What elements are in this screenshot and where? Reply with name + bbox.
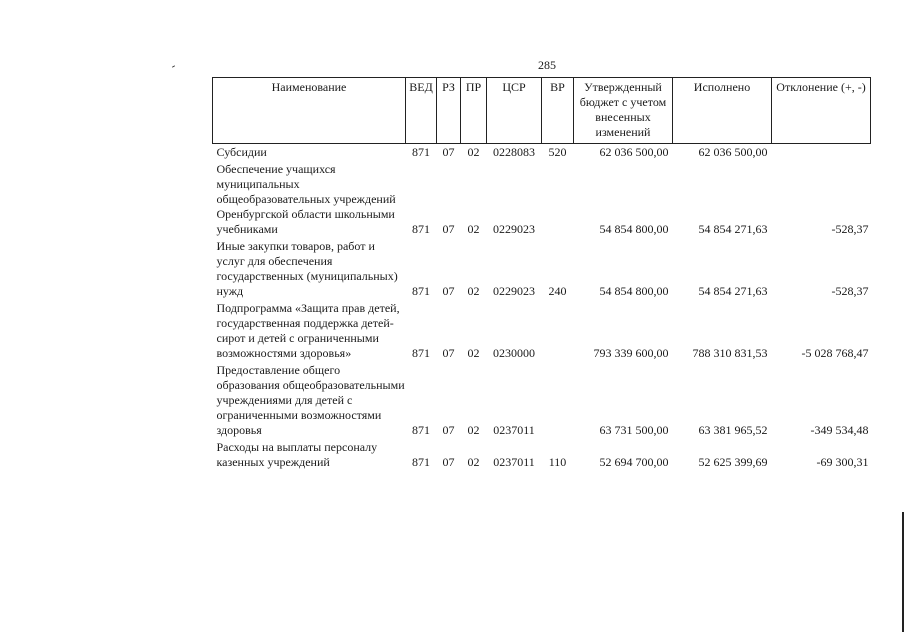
row-executed: 63 381 965,52 [698, 423, 768, 437]
row-name: Расходы на выплаты персоналу казенных учреждений [216, 440, 378, 469]
row-vr: 520 [548, 145, 567, 159]
table-row [213, 162, 871, 239]
row-ved: 871 [412, 455, 430, 469]
row-rz: 07 [442, 423, 455, 437]
row-deviation: -349 534,48 [810, 423, 869, 437]
row-executed: 54 854 271,63 [698, 284, 768, 298]
header-deviation: Отклонение (+, -) [772, 78, 871, 144]
row-vr [542, 363, 574, 440]
row-approved: 62 036 500,00 [599, 145, 669, 159]
header-pr: ПР [461, 78, 487, 144]
row-executed: 788 310 831,53 [692, 346, 768, 360]
table-row [213, 363, 871, 440]
row-vr: 240 [548, 284, 567, 298]
table-header-row [213, 78, 871, 144]
table-row [213, 144, 871, 163]
row-name: Иные закупки товаров, работ и услуг для обеспечения государственных (муниципальных) нужд [216, 239, 398, 298]
row-csr: 0229023 [493, 222, 535, 236]
header-vr: ВР [542, 78, 574, 144]
row-executed: 52 625 399,69 [698, 455, 768, 469]
table-row [213, 301, 871, 363]
row-name: Обеспечение учащихся муниципальных общеобразовательных учреждений Оренбургской области школьными учебниками [216, 162, 396, 236]
row-pr: 02 [467, 284, 480, 298]
row-csr: 0229023 [493, 284, 535, 298]
table-row [213, 440, 871, 472]
row-name: Подпрограмма «Защита прав детей, государственная поддержка детей-сирот и детей с ограниченными возможностями здоровья» [216, 301, 400, 360]
row-name: Субсидии [216, 145, 267, 159]
budget-execution-table [212, 77, 871, 472]
row-rz: 07 [442, 346, 455, 360]
row-rz: 07 [442, 145, 455, 159]
row-pr: 02 [467, 346, 480, 360]
row-approved: 54 854 800,00 [599, 284, 669, 298]
header-csr: ЦСР [487, 78, 542, 144]
row-approved: 54 854 800,00 [599, 222, 669, 236]
row-name: Предоставление общего образования общеобразовательными учреждениями для детей с ограниченными возможностями здоровья [216, 363, 405, 437]
table-row [213, 239, 871, 301]
row-pr: 02 [467, 423, 480, 437]
row-rz: 07 [442, 455, 455, 469]
header-executed: Исполнено [673, 78, 772, 144]
row-ved: 871 [412, 145, 430, 159]
row-executed: 54 854 271,63 [698, 222, 768, 236]
row-deviation: -69 300,31 [816, 455, 869, 469]
row-vr: 110 [548, 455, 567, 469]
row-deviation: -528,37 [831, 284, 869, 298]
row-executed: 62 036 500,00 [698, 145, 768, 159]
header-name: Наименование [213, 78, 406, 144]
row-approved: 793 339 600,00 [593, 346, 669, 360]
scan-edge [902, 512, 904, 632]
row-ved: 871 [412, 222, 430, 236]
header-ved: ВЕД [406, 78, 437, 144]
row-deviation [772, 144, 871, 163]
header-rz: РЗ [437, 78, 461, 144]
row-pr: 02 [467, 455, 480, 469]
row-approved: 63 731 500,00 [599, 423, 669, 437]
row-pr: 02 [467, 222, 480, 236]
row-csr: 0228083 [493, 145, 535, 159]
row-ved: 871 [412, 284, 430, 298]
row-approved: 52 694 700,00 [599, 455, 669, 469]
row-ved: 871 [412, 423, 430, 437]
row-rz: 07 [442, 222, 455, 236]
row-deviation: -528,37 [831, 222, 869, 236]
row-rz: 07 [442, 284, 455, 298]
row-csr: 0237011 [493, 423, 535, 437]
row-ved: 871 [412, 346, 430, 360]
scan-artifact [172, 65, 175, 67]
row-pr: 02 [467, 145, 480, 159]
row-deviation: -5 028 768,47 [801, 346, 869, 360]
row-vr [542, 301, 574, 363]
page-number: 285 [538, 58, 556, 72]
row-csr: 0230000 [493, 346, 535, 360]
row-vr [542, 162, 574, 239]
row-csr: 0237011 [493, 455, 535, 469]
header-approved: Утвержденный бюджет с учетом внесенных изменений [574, 78, 673, 144]
